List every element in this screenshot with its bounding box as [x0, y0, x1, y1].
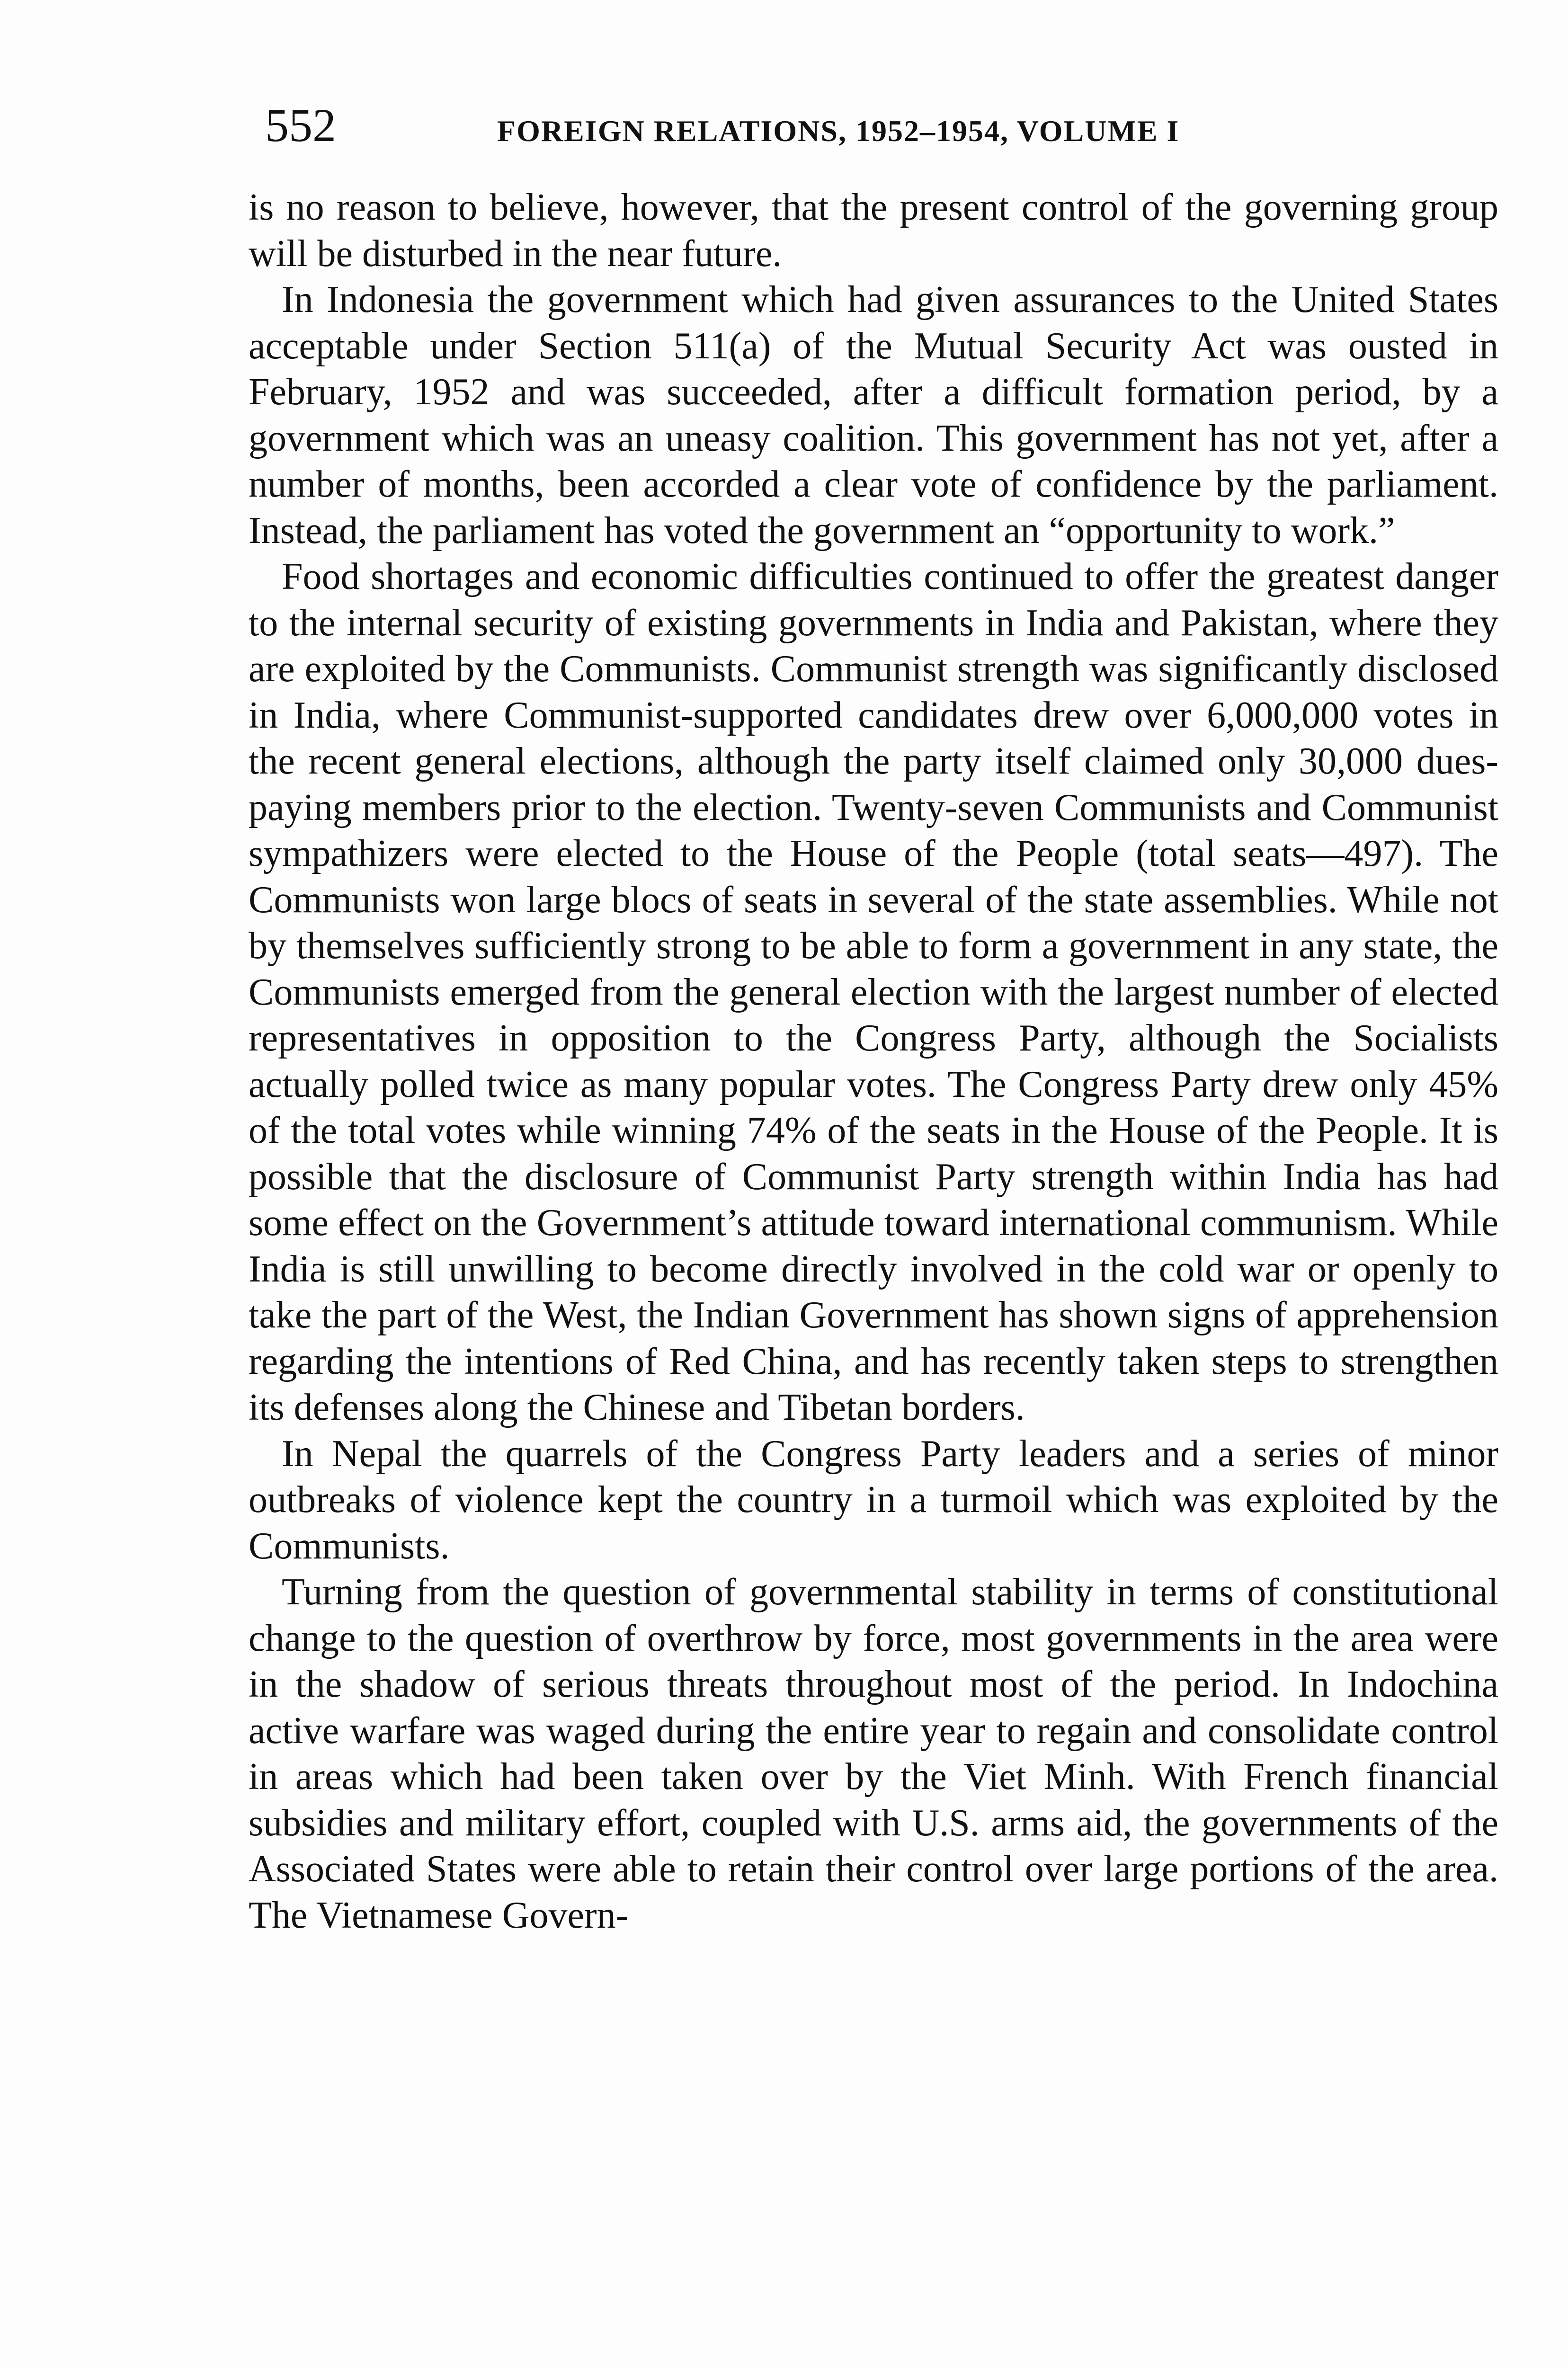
paragraph-continuation: is no reason to believe, however, that the present control of the governing group will be disturbed in the near future. — [249, 187, 1498, 275]
paragraph-nepal: In Nepal the quarrels of the Congress Party leaders and a series of minor outbreaks of violence kept the country in a turmoil which was exploited by the Communists. — [249, 1433, 1498, 1567]
running-title: FOREIGN RELATIONS, 1952–1954, VOLUME I — [497, 114, 1180, 148]
paragraph-indonesia: In Indonesia the government which had given assurances to the United States acceptable under Section 511(a) of the Mutual Security Act was ousted in February, 1952 and was succeeded, after a difficult formation period, by a government which was an uneasy coalition. This government has not yet, after a number of months, been accorded a clear vote of confidence by the parliament. Instead, the parliament has voted the government an “opportunity to work.” — [249, 279, 1498, 552]
running-head — [265, 95, 1496, 156]
body-text — [249, 185, 1498, 1939]
paragraph-india-pakistan: Food shortages and economic difficulties continued to offer the greatest danger to the internal security of existing governments in India and Pakistan, where they are exploited by the Communists. Communist strength was significantly disclosed in India, where Communist-supported candidates drew over 6,000,000 votes in the recent general elections, although the party itself claimed only 30,000 dues-paying members prior to the election. Twenty-seven Communists and Communist sympathizers were elected to the House of the People (total seats—497). The Communists won large blocs of seats in several of the state assemblies. While not by themselves sufficiently strong to be able to form a government in any state, the Communists emerged from the general election with the largest number of elected representatives in opposition to the Congress Party, although the Socialists actually polled twice as many popular votes. The Congress Party drew only 45% of the total votes while winning 74% of the seats in the House of the People. It is possible that the disclosure of Communist Party strength within India has had some effect on the Government’s attitude toward international communism. While India is still unwilling to become directly involved in the cold war or openly to take the part of the West, the Indian Government has shown signs of apprehension regarding the intentions of Red China, and has recently taken steps to strengthen its defenses along the Chinese and Tibetan borders. — [249, 556, 1498, 1428]
page-number: 552 — [265, 99, 336, 151]
paragraph-indochina: Turning from the question of governmental stability in terms of constitutional change to the question of overthrow by force, most governments in the area were in the shadow of serious threats throughout most of the period. In Indochina active warfare was waged during the entire year to regain and consolidate control in areas which had been taken over by the Viet Minh. With French financial subsidies and military effort, coupled with U.S. arms aid, the governments of the Associated States were able to retain their control over large portions of the area. The Vietnamese Govern- — [249, 1571, 1498, 1936]
